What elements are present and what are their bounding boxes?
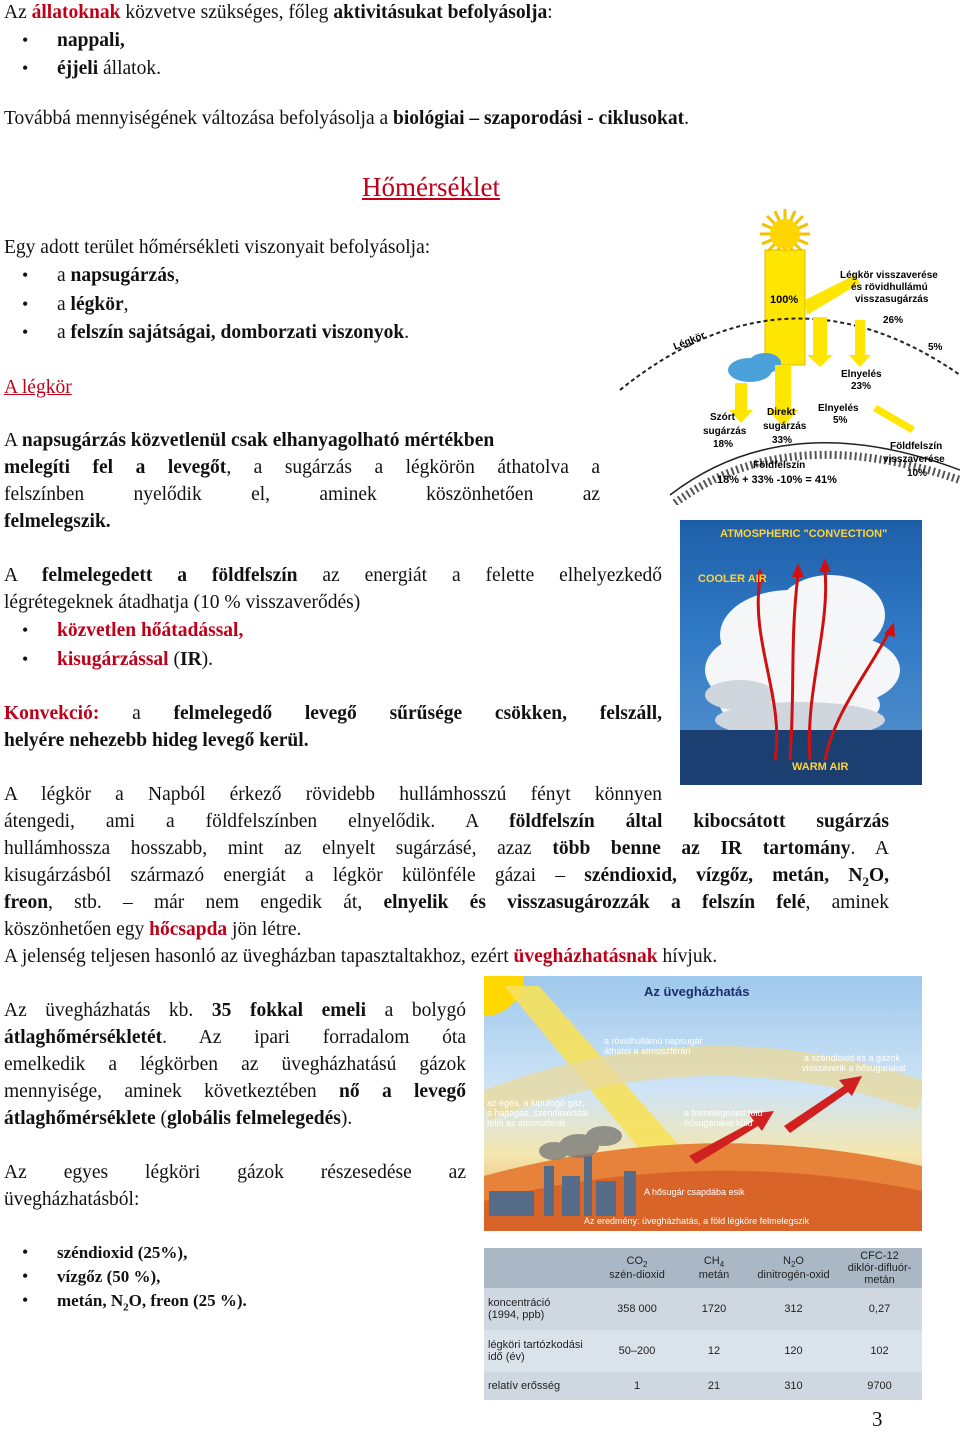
para1-line2: melegíti fel a levegőt, a sugárzás a légkörön áthatolva a [4,457,601,478]
para4-line7: üvegházhatásból: [4,1189,140,1210]
para1-line1: A napsugárzás közvetlenül csak elhanyagolható mértékben [4,430,495,451]
para4-line4: mennyisége, aminek következtében nő a levegő [4,1081,466,1102]
factor-item: • a napsugárzás, [22,265,180,286]
para1-line4: felmelegszik. [4,511,111,532]
factor-item: • a légkör, [22,294,129,315]
para4-line1: Az üvegházhatás kb. 35 fokkal emeli a bolygó [4,1000,466,1021]
para3-line3: hullámhossza hosszabb, mint az elnyelt sugárzásé, azaz több benne az IR tartomány. A [4,838,889,859]
svg-text:Földfelszín: Földfelszín [753,460,806,471]
svg-text:a felmelegedett föld: a felmelegedett föld [684,1108,763,1118]
factors-heading: Egy adott terület hőmérsékleti viszonyait befolyásolja: [4,237,431,258]
factor-item: • a felszín sajátságai, domborzati viszonyok. [22,322,410,343]
gas-bullet-2: • vízgőz (50 %), [22,1266,161,1286]
svg-text:ATMOSPHERIC "CONVECTION": ATMOSPHERIC "CONVECTION" [720,528,888,540]
para3-line7: A jelenség teljesen hasonló az üvegházban tapasztaltakhoz, ezért üvegházhatásnak hívjuk. [4,946,718,967]
svg-text:a széndioxid és a gázok: a széndioxid és a gázok [804,1053,901,1063]
svg-text:Az eredmény: üvegházhatás, a f: Az eredmény: üvegházhatás, a föld légköre felmelegszik [584,1216,810,1226]
svg-text:5%: 5% [928,342,943,353]
para4-line3: emelkedik a légkörben az üvegházhatású gázok [4,1054,466,1075]
table-row: relatív erősség 1 21 310 9700 [488,1380,892,1392]
convection-figure [680,520,922,785]
page-title: Hőmérséklet [362,172,500,202]
svg-text:100%: 100% [770,294,799,306]
svg-text:visszasugárzás: visszasugárzás [855,294,929,305]
para3-line2: átengedi, ami a földfelszínben elnyelődik. A földfelszín által kibocsátott sugárzás [4,811,889,832]
greenhouse-figure [484,976,922,1231]
gas-table-figure [484,1248,922,1400]
para3-line1: A légkör a Napból érkező rövidebb hullámhosszú fényt könnyen [4,784,662,805]
para1-line3: felszínben nyelődik el, aminek köszönhetően az [4,484,600,505]
svg-text:visszaverik a hősugarakat: visszaverik a hősugarakat [802,1063,906,1073]
svg-text:A hősugár csapdába esik: A hősugár csapdába esik [644,1187,745,1197]
svg-text:10%: 10% [907,468,928,479]
table-row: koncentráció (1994, ppb) 358 000 1720 312 0,27 [488,1297,891,1321]
page-number: 3 [872,1407,883,1431]
para4-line5: átlaghőmérséklete (globális felmelegedés). [4,1108,353,1129]
para3-line6: köszönhetően egy hőcsapda jön létre. [4,919,302,940]
svg-text:Légkör visszaverése: Légkör visszaverése [840,270,938,281]
svg-text:Légkör: Légkör [672,330,708,353]
para2-line2: légrétegeknek átadhatja (10 % visszaverődés) [4,592,361,613]
gas-header: $N_2O$ dinitrogén-oxid [757,1254,830,1282]
gas-table [484,1248,922,1400]
svg-text:az égés, a kipufogó gáz,: az égés, a kipufogó gáz, [487,1098,585,1108]
gas-header: CFC-12 diklór-difluór-metán [847,1250,912,1286]
table-row: légköri tartózkodási idő (év) 50–200 12 120 102 [484,1330,922,1372]
svg-text:és rövidhullámú: és rövidhullámú [851,282,928,293]
svg-text:Földfelszín: Földfelszín [890,441,943,452]
gas-header: $CO_2$ szén-dioxid [609,1254,665,1282]
svg-text:5%: 5% [833,415,848,426]
para3-line4: kisugárzásból származó energiát a légkör különféle gázai – széndioxid, vízgőz, metán, $N_2O$, [4,865,889,889]
konvekcio-line1: Konvekció: a felmelegedő levegő sűrűsége csökken, felszáll, [4,703,662,724]
intro-bullet-1: • nappali, [22,30,125,51]
svg-text:Elnyelés: Elnyelés [818,403,859,414]
para2-bullet-2: • kisugárzással (IR). [22,649,214,670]
svg-text:Az üvegházhatás: Az üvegházhatás [644,984,750,999]
svg-text:COOLER AIR: COOLER AIR [698,573,767,585]
svg-text:Szórt: Szórt [710,412,735,423]
svg-text:WARM AIR: WARM AIR [792,761,849,773]
svg-text:sugárzás: sugárzás [763,421,807,432]
gas-header: $CH_4$ metán [698,1254,730,1282]
para2-bullet-1: • közvetlen hőátadással, [22,620,244,641]
svg-text:Elnyelés: Elnyelés [841,369,882,380]
svg-text:a hajtógáz, széndioxiddal: a hajtógáz, széndioxiddal [487,1108,589,1118]
svg-text:18%: 18% [713,439,734,450]
para2-line1: A felmelegedett a földfelszín az energiát a felette elhelyezkedő [4,565,663,586]
intro-line-4: Továbbá mennyiségének változása befolyásolja a biológiai – szaporodási - ciklusokat. [4,108,690,129]
svg-text:sugárzás: sugárzás [703,426,747,437]
svg-text:a rövidhullámú napsugár: a rövidhullámú napsugár [604,1036,703,1046]
para4-line2: átlaghőmérsékletét. Az ipari forradalom óta [4,1027,466,1048]
svg-text:áthatol a atmoszférán: áthatol a atmoszférán [604,1046,691,1056]
gas-bullet-1: • széndioxid (25%), [22,1242,188,1262]
svg-text:Direkt: Direkt [767,407,796,418]
para4-line6: Az egyes légköri gázok részesedése az [4,1162,466,1183]
svg-text:18% + 33% -10% = 41%: 18% + 33% -10% = 41% [717,474,837,486]
svg-text:telíti az atmoszférát: telíti az atmoszférát [487,1118,566,1128]
konvekcio-line2: helyére nehezebb hideg levegő kerül. [4,730,309,751]
radiation-balance-figure [615,205,960,505]
intro-line-1: Az állatoknak közvetve szükséges, főleg aktivitásukat befolyásolja: [4,2,553,23]
svg-text:33%: 33% [772,435,793,446]
gas-bullet-3: • metán, $N_2O$, freon (25 %). [22,1290,247,1314]
svg-text:hősugarakat küld: hősugarakat küld [684,1118,753,1128]
svg-text:visszaverése: visszaverése [883,454,945,465]
intro-bullet-2: • éjjeli állatok. [22,58,161,79]
svg-text:26%: 26% [883,315,904,326]
svg-text:23%: 23% [851,381,872,392]
para3-line5: freon, stb. – már nem engedik át, elnyelik és visszasugározzák a felszín felé, aminek [4,892,889,913]
section-heading-legkor: A légkör [4,377,72,398]
